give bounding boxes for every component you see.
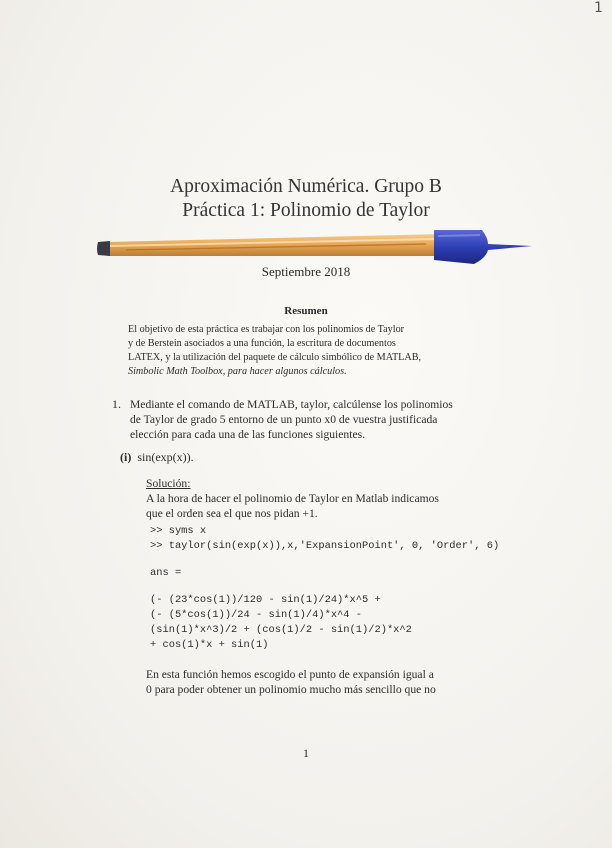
code-line: >> taylor(sin(exp(x)),x,'ExpansionPoint', 0, 'Order', 6): [150, 540, 500, 552]
code-line: >> syms x: [150, 525, 207, 537]
page-number: 1: [303, 746, 309, 760]
code-line: (- (23*cos(1))/120 - sin(1)/24)*x^5 +: [150, 594, 381, 606]
subitem-label: (i): [120, 450, 132, 464]
abstract-line: LATEX, y la utilización del paquete de cálculo simbólico de MATLAB,: [128, 352, 422, 363]
item-line: Mediante el comando de MATLAB, taylor, calcúlense los polinomios: [130, 398, 453, 411]
abstract-line: El objetivo de esta práctica es trabajar con los polinomios de Taylor: [128, 324, 405, 335]
item-line: de Taylor de grado 5 entorno de un punto x0 de vuestra justificada: [130, 413, 438, 426]
abstract-heading: Resumen: [284, 305, 328, 317]
item-line: elección para cada una de las funciones siguientes.: [130, 428, 365, 441]
abstract-line: y de Berstein asociados a una función, la escritura de documentos: [128, 338, 396, 349]
code-commands: [150, 524, 499, 554]
pen-cap: [434, 230, 532, 264]
paragraph-line: En esta función hemos escogido el punto de expansión igual a: [146, 668, 434, 681]
code-line: (sin(1)*x^3)/2 + (cos(1)/2 - sin(1)/2)*x^2: [150, 624, 412, 636]
code-line: (- (5*cos(1))/24 - sin(1)/4)*x^4 -: [150, 609, 363, 621]
solution-line: A la hora de hacer el polinomio de Taylor en Matlab indicamos: [146, 492, 439, 505]
solution-text: [146, 491, 439, 521]
solution-line: que el orden sea el que nos pidan +1.: [146, 507, 318, 520]
title-line-1: Aproximación Numérica. Grupo B: [170, 176, 442, 197]
explanation-paragraph: [146, 667, 436, 697]
code-line: + cos(1)*x + sin(1): [150, 639, 269, 651]
code-ans-label: ans =: [150, 567, 182, 579]
solution-label: Solución:: [146, 477, 191, 490]
corner-page-mark: 1: [594, 0, 603, 16]
item-text: [130, 397, 490, 442]
document-date: Septiembre 2018: [261, 264, 351, 279]
abstract-line: Simbolic Math Toolbox, para hacer algunos cálculos.: [128, 366, 347, 377]
title-line-2: Práctica 1: Polinomio de Taylor: [182, 200, 430, 221]
pen-barrel: [108, 234, 441, 256]
abstract-body: [128, 323, 488, 379]
paragraph-line: 0 para poder obtener un polinomio mucho más sencillo que no: [146, 683, 436, 696]
code-result: [150, 593, 412, 653]
subitem-text: sin(exp(x)).: [137, 450, 194, 464]
subitem: [120, 450, 194, 465]
item-number: 1.: [112, 397, 121, 411]
pen-end-plug: [97, 241, 110, 256]
